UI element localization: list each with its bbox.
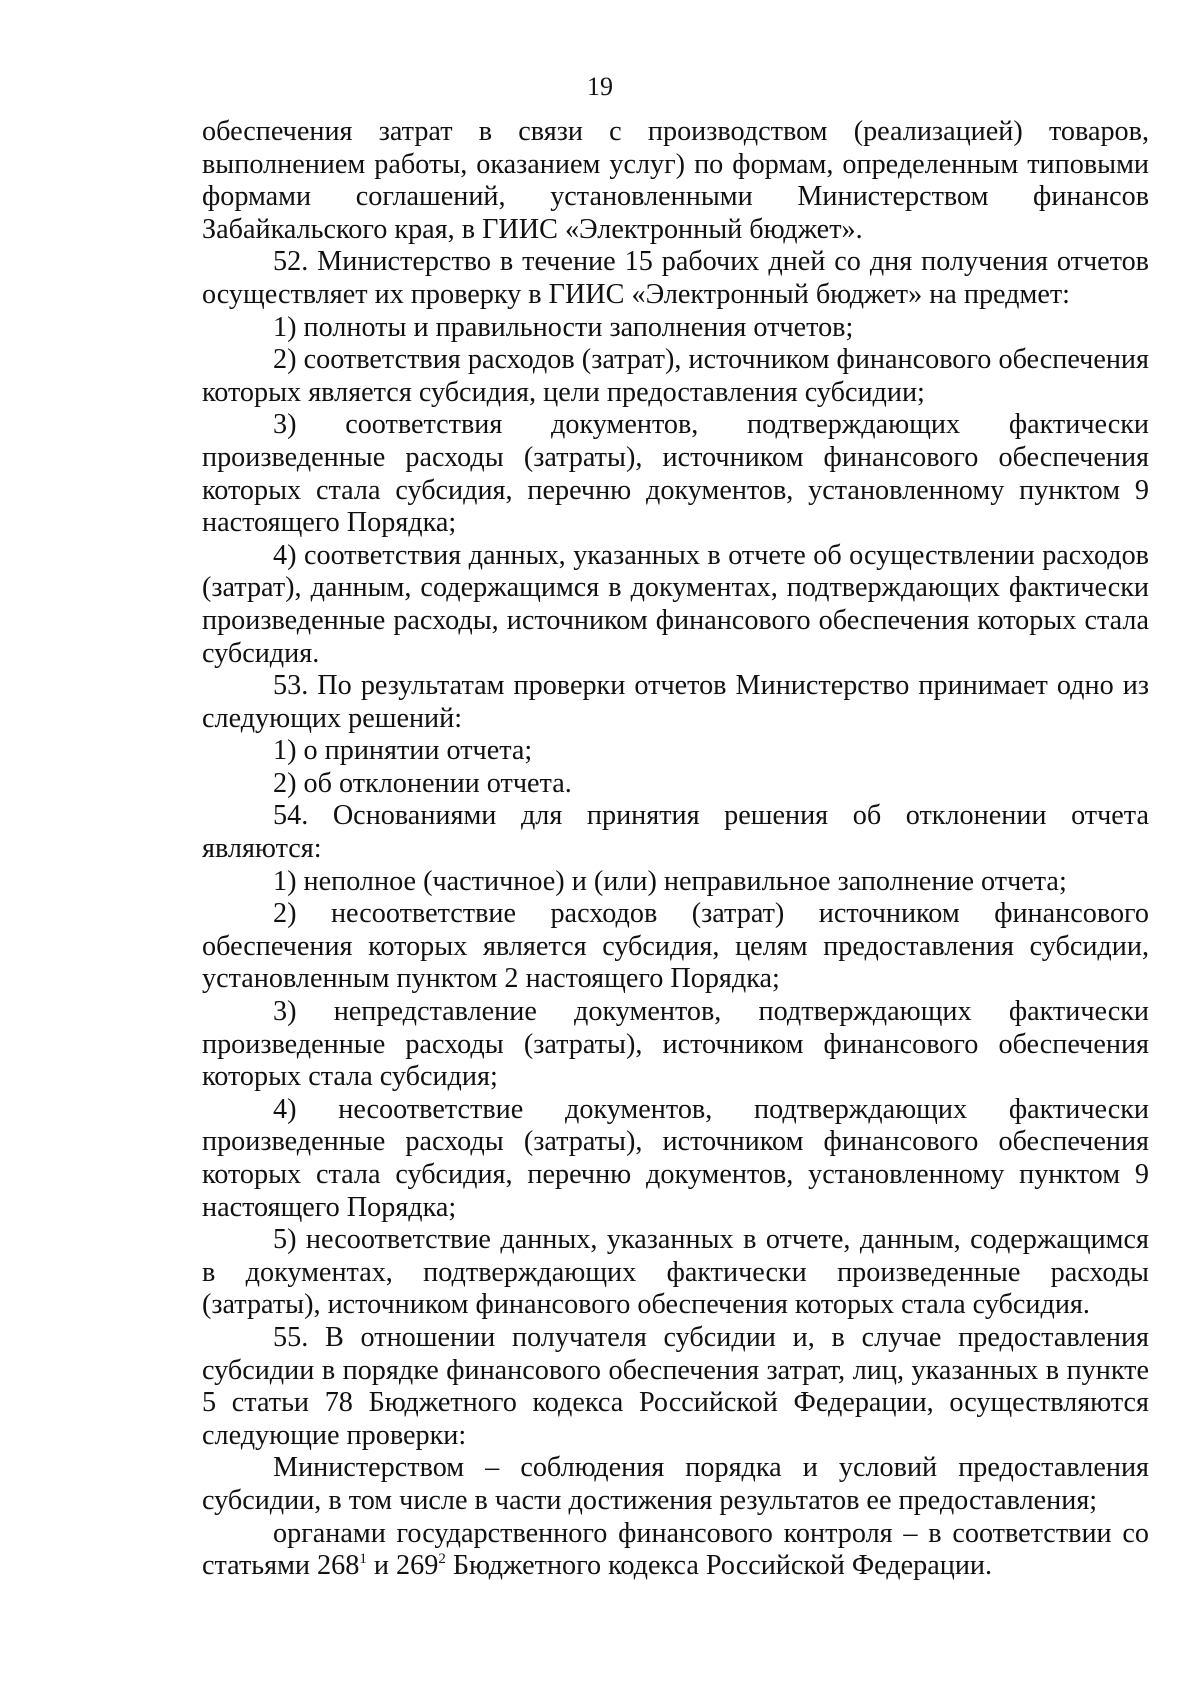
- last-paragraph-part1: органами государственного финансового контроля – в соответствии со статьями 268: [202, 1517, 1149, 1582]
- paragraph-54-item-4: 4) несоответствие документов, подтверждающих фактически произведенные расходы (затраты), источником финансового обеспечения которых стала субсидия, перечню документов, установленному пунктом 9 настоящего Порядка;: [202, 1093, 1149, 1223]
- document-body: [202, 116, 1149, 1583]
- paragraph-55-ministry: Министерством – соблюдения порядка и условий предоставления субсидии, в том числе в части достижения результатов ее предоставления;: [202, 1452, 1149, 1516]
- paragraph-52: 52. Министерство в течение 15 рабочих дней со дня получения отчетов осуществляет их проверку в ГИИС «Электронный бюджет» на предмет:: [202, 246, 1149, 310]
- page-number: 19: [587, 72, 613, 101]
- paragraph-55-control-bodies: [202, 1518, 1149, 1583]
- paragraph-53-item-2: 2) об отклонении отчета.: [273, 767, 572, 799]
- paragraph-52-item-3: 3) соответствия документов, подтверждающих фактически произведенные расходы (затраты), источником финансового обеспечения которых стала субсидия, перечню документов, установленному пунктом 9 настоящего Порядка;: [202, 409, 1149, 539]
- paragraph-53-item-1: 1) о принятии отчета;: [273, 735, 533, 767]
- paragraph-52-item-2: 2) соответствия расходов (затрат), источником финансового обеспечения которых является субсидия, цели предоставления субсидии;: [202, 344, 1149, 408]
- paragraph-54-item-5: 5) несоответствие данных, указанных в отчете, данным, содержащимся в документах, подтверждающих фактически произведенные расходы (затраты), источником финансового обеспечения которых стала субсидия.: [202, 1224, 1149, 1321]
- paragraph-54-item-3: 3) непредставление документов, подтверждающих фактически произведенные расходы (затраты), источником финансового обеспечения которых стала субсидия;: [202, 996, 1149, 1093]
- last-paragraph-part3: Бюджетного кодекса Российской Федерации.: [445, 1550, 993, 1582]
- paragraph-52-item-4: 4) соответствия данных, указанных в отчете об осуществлении расходов (затрат), данным, содержащимся в документах, подтверждающих фактически произведенные расходы, источником финансового обеспечения которых стала субсидия.: [202, 539, 1149, 669]
- paragraph-continuation: обеспечения затрат в связи с производством (реализацией) товаров, выполнением работы, оказанием услуг) по формам, определенным типовыми формами соглашений, установленными Министерством финансов Забайкальского края, в ГИИС «Электронный бюджет».: [202, 116, 1149, 245]
- paragraph-54-item-1: 1) неполное (частичное) и (или) неправильное заполнение отчета;: [273, 865, 1067, 897]
- last-paragraph-part2: и 269: [366, 1550, 439, 1582]
- article-269-superscript: 2: [438, 1551, 446, 1568]
- paragraph-54-item-2: 2) несоответствие расходов (затрат) источником финансового обеспечения которых является субсидия, целям предоставления субсидии, установленным пунктом 2 настоящего Порядка;: [202, 898, 1149, 995]
- paragraph-53: 53. По результатам проверки отчетов Министерство принимает одно из следующих решений:: [202, 670, 1149, 734]
- article-268-superscript: 1: [359, 1551, 367, 1568]
- paragraph-55: 55. В отношении получателя субсидии и, в случае предоставления субсидии в порядке финансового обеспечения затрат, лиц, указанных в пункте 5 статьи 78 Бюджетного кодекса Российской Федерации, осуществляются следующие проверки:: [202, 1321, 1149, 1451]
- paragraph-54: 54. Основаниями для принятия решения об отклонении отчета являются:: [202, 800, 1149, 865]
- paragraph-52-item-1: 1) полноты и правильности заполнения отчетов;: [273, 311, 854, 343]
